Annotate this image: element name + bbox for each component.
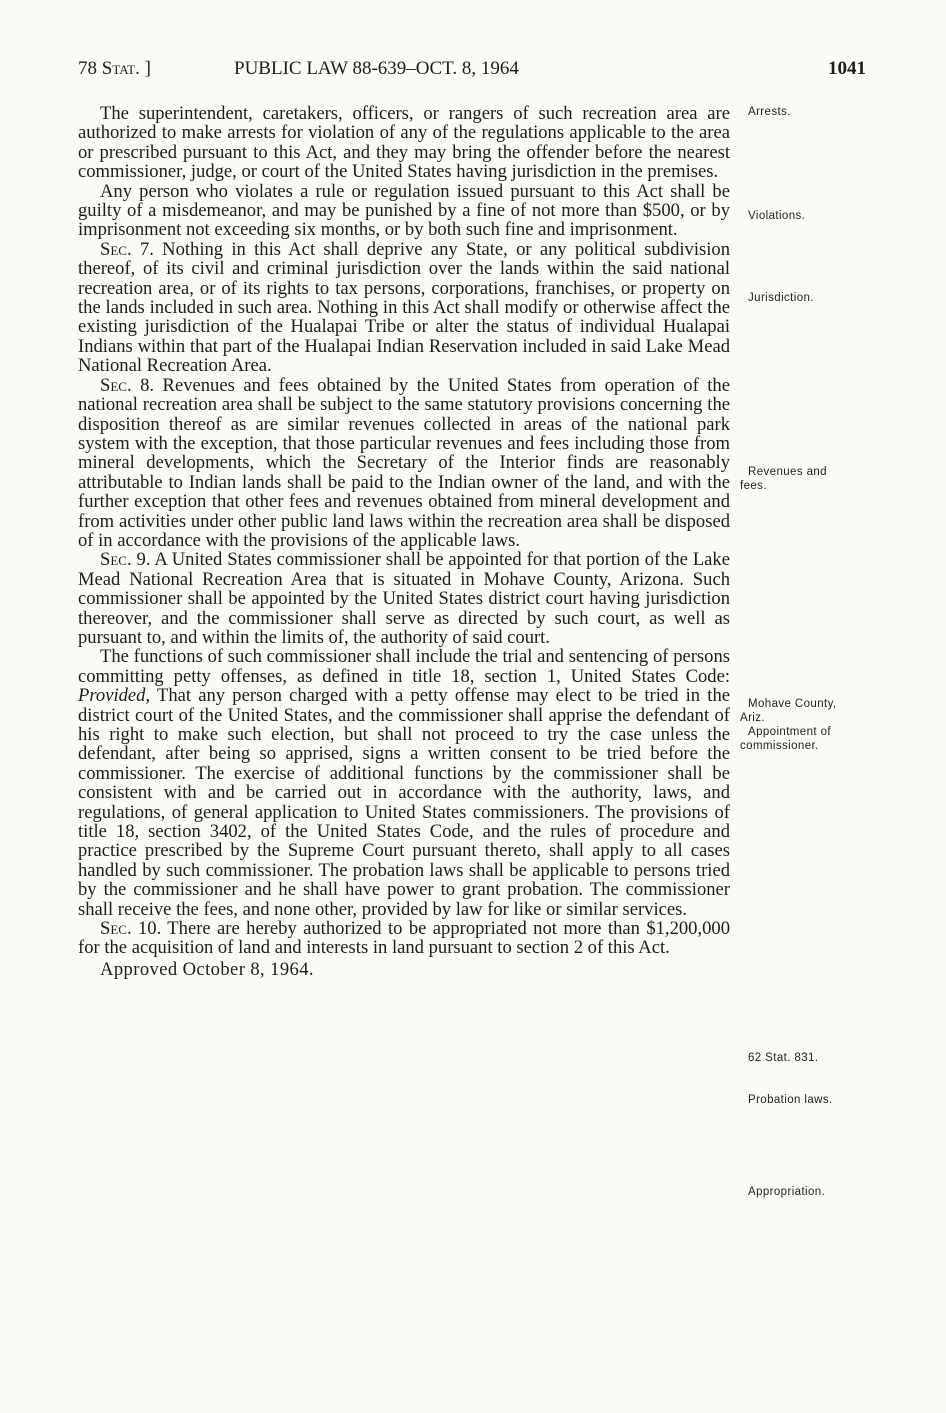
section-number: Sec. 8. <box>100 374 155 396</box>
provided-italic: Provided <box>78 685 146 707</box>
margin-note-revenues: Revenues and fees. <box>740 466 827 492</box>
margin-note-stat-reference: 62 Stat. 831. <box>748 1052 819 1064</box>
section-number: Sec. 9. <box>100 549 151 571</box>
margin-note-jurisdiction: Jurisdiction. <box>748 292 814 304</box>
paragraph-arrests: The superintendent, caretakers, officers, or rangers of such recreation area are authorized to make arrests for violation of any of the regulations applicable to the area or prescribed pursuant to this Act, and they may bring the offender before the nearest commissioner, judge, or court of the United States having jurisdiction in the premises. <box>78 103 730 183</box>
paragraph-violations: Any person who violates a rule or regulation issued pursuant to this Act shall be guilty of a misdemeanor, and may be punished by a fine of not more than $500, or by imprisonment not exceeding six months, or by both such fine and imprisonment. <box>78 180 730 241</box>
approval-date: Approved October 8, 1964. <box>100 958 314 980</box>
paragraph-sec-10: Sec. 10. There are hereby authorized to be appropriated not more than $1,200,000 for the acquisition of land and interests in land pursuant to section 2 of this Act. <box>78 918 730 959</box>
margin-note-mohave-county: Mohave County, Ariz. <box>740 698 837 724</box>
margin-note-arrests: Arrests. <box>748 106 791 118</box>
margin-note-violations: Violations. <box>748 210 806 222</box>
paragraph-sec-7: Sec. 7. Nothing in this Act shall deprive any State, or any political subdivision thereof, of its civil and criminal jurisdiction over the lands within the said national recreation area, or of its rights to tax persons, corporations, franchises, or property on the lands included in such area. Nothing in this Act shall modify or otherwise affect the existing jurisdiction of the Hualapai Tribe or alter the status of individual Hualapai Indians within that part of the Hualapai Indian Reservation included in said Lake Mead National Recreation Area. <box>78 238 730 377</box>
margin-note-appointment: Appointment of commissioner. <box>740 726 831 752</box>
paragraph-sec-8: Sec. 8. Revenues and fees obtained by the United States from operation of the national recreation area shall be subject to the same statutory provisions concerning the disposition thereof as are similar revenues collected in areas of the national park system with the exception, that those particular revenues and fees including those from mineral developments, which the Secretary of the Interior finds are reasonably attributable to Indian lands shall be paid to the Indian owner of the land, and with the further exception that other fees and revenues obtained from mineral development and from activities under other public land laws within the recreation area shall be disposed of in accordance with the provisions of the applicable laws. <box>78 374 730 551</box>
section-number: Sec. 10. <box>100 918 162 940</box>
page-number: 1041 <box>828 58 866 79</box>
stat-volume: 78 Stat. ] <box>78 58 151 79</box>
running-header <box>78 58 866 84</box>
section-number: Sec. 7. <box>100 238 154 260</box>
law-title: PUBLIC LAW 88-639–OCT. 8, 1964 <box>234 58 519 79</box>
statute-body <box>78 104 730 979</box>
margin-note-probation: Probation laws. <box>748 1094 833 1106</box>
paragraph-sec-9: Sec. 9. A United States commissioner shall be appointed for that portion of the Lake Mead National Recreation Area that is situated in Mohave County, Arizona. Such commissioner shall be appointed by the United States district court having jurisdiction thereover, and the commissioner shall serve as directed by such court, as well as pursuant to, and within the limits of, the authority of said court. <box>78 549 730 648</box>
margin-note-appropriation: Appropriation. <box>748 1186 826 1198</box>
paragraph-commissioner-functions: The functions of such commissioner shall include the trial and sentencing of persons committing petty offenses, as defined in title 18, section 1, United States Code: Provided, That any person charged with a petty offense may elect to be tried in the district court of the United States, and the commissioner shall apprise the defendant of his right to make such election, but shall not proceed to try the case unless the defendant, after being so apprised, signs a written consent to be tried before the commissioner. The exercise of additional functions by the commissioner shall be consistent with and be carried out in accordance with the authority, laws, and regulations, of general application to United States commissioners. The provisions of title 18, section 3402, of the United States Code, and the rules of procedure and practice prescribed by the Supreme Court pursuant thereto, shall apply to all cases handled by such commissioner. The probation laws shall be applicable to persons tried by the commissioner and he shall have power to grant probation. The commissioner shall receive the fees, and none other, provided by law for like or similar services. <box>78 646 730 920</box>
